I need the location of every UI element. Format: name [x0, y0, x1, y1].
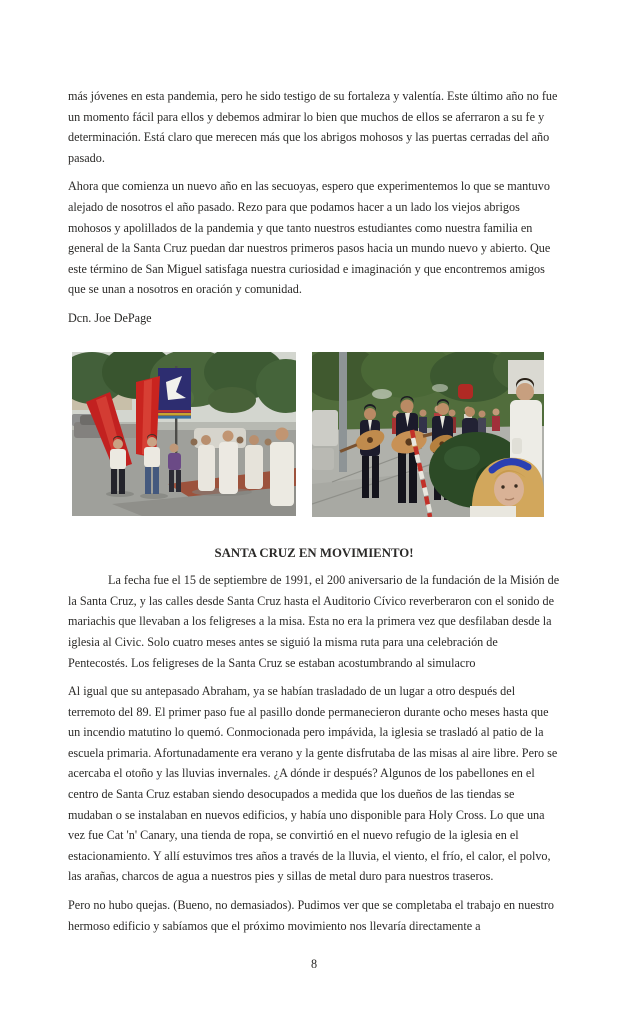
procession-photo-illustration — [72, 352, 296, 516]
intro-paragraph-1: más jóvenes en esta pandemia, pero he sido testigo de su fortaleza y valentía. Este último año no fue un momento fácil para ellos y debemos admirar lo bien que muchos de ellos se aferraron a su fe y determinación. Está claro que merecen más que los abrigos mohosos y las puertas cerradas del año pasado. — [68, 89, 558, 165]
section-paragraph-1: La fecha fue el 15 de septiembre de 1991, el 200 aniversario de la fundación de la Misión de la Santa Cruz, y las calles desde Santa Cruz hasta el Auditorio Cívico reverberaron con el sonido de mariachis que llevaban a los feligreses a la misa. Esta no era la primera vez que desfilaban desde la iglesia al Civic. Solo cuatro meses antes se siguió la misma ruta para una celebración de Pentecostés. Los feligreses de la Santa Cruz se estaban acostumbrando al simulacro — [68, 573, 560, 670]
section-title: SANTA CRUZ EN MOVIMIENTO! — [214, 545, 414, 560]
section-paragraph-2: Al igual que su antepasado Abraham, ya se habían trasladado de un lugar a otro después del terremoto del 89. El primer paso fue al pasillo donde permanecieron durante ocho meses hasta que un incendio matutino lo quemó. Conmocionada pero impávida, la iglesia se trasladó al patio de la escuela primaria. Afortunadamente era verano y la gente disfrutaba de las misas al aire libre. Pero se acercaba el otoño y las lluvias invernales. ¿A dónde ir después? Algunos de los pabellones en el centro de Santa Cruz estaban siendo desocupados a medida que los dueños de las tiendas se mudaban o se instalaban en nuevos edificios, y había uno disponible para Holy Cross. Lo que una vez fue Cat 'n' Canary, una tienda de ropa, se convirtió en el nuevo refugio de la iglesia en el estacionamiento. Y allí estuvimos tres años a través de la lluvia, el viento, el frío, el calor, el polvo, las arañas, charcos de agua a nuestros pies y sillas de metal duro para nuestros traseros. — [68, 684, 558, 884]
stop-sign — [458, 384, 473, 399]
document-page — [68, 0, 560, 975]
signature: Dcn. Joe DePage — [68, 310, 152, 325]
photo-row — [72, 352, 560, 517]
mariachi-photo — [312, 352, 544, 517]
section-paragraph-3: Pero no hubo quejas. (Bueno, no demasiados). Pudimos ver que se completaba el trabajo en nuestro hermoso edificio y sabíamos que el próximo movimiento nos llevaría directamente a — [68, 898, 555, 933]
intro-paragraph-2: Ahora que comienza un nuevo año en las secuoyas, espero que experimentemos lo que se mantuvo alejado de nosotros el año pasado. Rezo para que podamos hacer a un lado los viejos abrigos mohosos y apolillados de la pandemia y que tanto nuestros estudiantes como nuestra familia en general de la Santa Cruz puedan dar nuestros primeros pasos hacia un mundo nuevo y abierto. Que este término de San Miguel satisfaga nuestra curiosidad e imaginación y que encontremos amigos que se unan a nosotros en oración y comunidad. — [68, 179, 551, 297]
lamp-pole — [339, 352, 347, 472]
mariachi-photo-illustration — [312, 352, 544, 517]
procession-photo — [72, 352, 296, 516]
page-number: 8 — [310, 957, 318, 972]
